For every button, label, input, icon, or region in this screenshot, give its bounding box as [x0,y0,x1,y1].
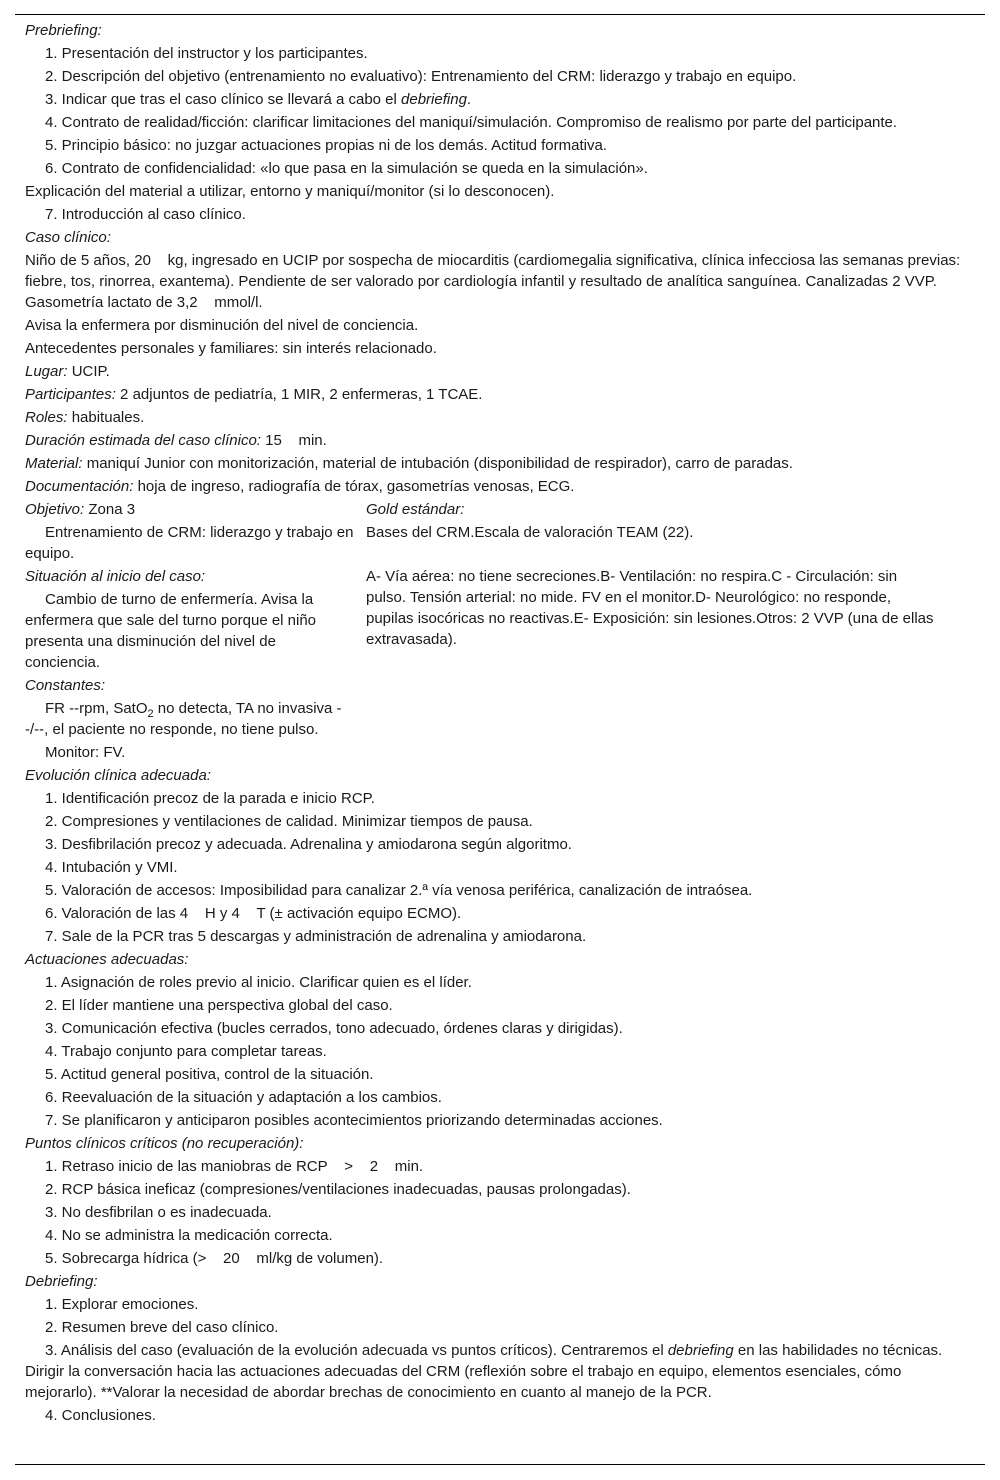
list-item: 6. Valoración de las 4 H y 4 T (± activación equipo ECMO). [45,905,462,922]
gold-heading: Gold estándar: [366,501,465,518]
list-item: 1. Retraso inicio de las maniobras de RCP > 2 min. [45,1158,424,1175]
list-item: 4. Trabajo conjunto para completar tareas. [45,1043,327,1060]
list-item: 4. Contrato de realidad/ficción: clarificar limitaciones del maniquí/simulación. Compromiso de realismo por parte del participante. [45,114,898,131]
actuaciones-heading: Actuaciones adecuadas: [25,951,189,968]
list-item: 2. Compresiones y ventilaciones de calidad. Minimizar tiempos de pausa. [45,813,533,830]
list-item: 5. Valoración de accesos: Imposibilidad para canalizar 2.ª vía venosa periférica, canalización de intraósea. [45,882,753,899]
top-rule [15,14,985,15]
situacion-text: Cambio de turno de enfermería. Avisa la enfermera que sale del turno porque el niño presenta una disminución del nivel de conciencia. [25,591,317,671]
list-item: 7. Sale de la PCR tras 5 descargas y administración de adrenalina y amiodarona. [45,928,587,945]
caso-antecedentes: Antecedentes personales y familiares: sin interés relacionado. [25,340,437,357]
list-item: 4. Intubación y VMI. [45,859,178,876]
documentacion-row: Documentación: hoja de ingreso, radiografía de tórax, gasometrías venosas, ECG. [25,478,575,495]
abcde-text: A- Vía aérea: no tiene secreciones.B- Ventilación: no respira.C - Circulación: sin pulso. Tensión arterial: no mide. FV en el monitor.D- Neurológico: no responde, pupilas isocóricas no reactivas.E- Exposición: sin lesiones.Otros: 2 VVP (una de ellas extravasada). [366,568,934,648]
list-item: 4. No se administra la medicación correcta. [45,1227,333,1244]
material-row: Material: maniquí Junior con monitorización, material de intubación (disponibilidad de respirador), carro de paradas. [25,455,793,472]
list-item: 2. Descripción del objetivo (entrenamiento no evaluativo): Entrenamiento del CRM: liderazgo y trabajo en equipo. [45,68,797,85]
material-note: Explicación del material a utilizar, entorno y maniquí/monitor (si lo desconocen). [25,183,555,200]
list-item: 1. Asignación de roles previo al inicio. Clarificar quien es el líder. [45,974,472,991]
roles-row: Roles: habituales. [25,409,145,426]
list-item: 3. Indicar que tras el caso clínico se llevará a cabo el debriefing. [45,91,472,108]
monitor-text: Monitor: FV. [45,744,126,761]
list-item: 5. Sobrecarga hídrica (> 20 ml/kg de volumen). [45,1250,384,1267]
list-item: 1. Explorar emociones. [45,1296,199,1313]
list-item: 7. Introducción al caso clínico. [45,206,246,223]
list-item: 3. Análisis del caso (evaluación de la evolución adecuada vs puntos críticos). Centraremos el debriefing en las habilidades no técnicas. Dirigir la conversación hacia las actuaciones adecuadas del CRM (reflexión sobre el trabajo en equipo, elementos esenciales, cómo mejorarlo). **Valorar la necesidad de abordar brechas de conocimiento en cuanto al manejo de la PCR. [25,1342,943,1401]
list-item: 6. Contrato de confidencialidad: «lo que pasa en la simulación se queda en la simulación». [45,160,648,177]
bottom-rule [15,1464,985,1465]
gold-text: Bases del CRM.Escala de valoración TEAM (22). [366,524,694,541]
list-item: 3. Comunicación efectiva (bucles cerrados, tono adecuado, órdenes claras y dirigidas). [45,1020,623,1037]
list-item: 7. Se planificaron y anticiparon posibles acontecimientos priorizando determinadas acciones. [45,1112,663,1129]
criticos-heading: Puntos clínicos críticos (no recuperación): [25,1135,304,1152]
list-item: 6. Reevaluación de la situación y adaptación a los cambios. [45,1089,442,1106]
list-item: 2. El líder mantiene una perspectiva global del caso. [45,997,393,1014]
list-item: 3. No desfibrilan o es inadecuada. [45,1204,272,1221]
prebriefing-heading: Prebriefing: [25,22,102,39]
caso-aviso: Avisa la enfermera por disminución del nivel de conciencia. [25,317,419,334]
objetivo-row: Objetivo: Zona 3 [25,501,136,518]
spacer [366,543,941,564]
evolucion-heading: Evolución clínica adecuada: [25,767,211,784]
list-item: 5. Actitud general positiva, control de la situación. [45,1066,374,1083]
table-content [25,18,970,1426]
list-item: 2. Resumen breve del caso clínico. [45,1319,279,1336]
debriefing-heading: Debriefing: [25,1273,98,1290]
list-item: 2. RCP básica ineficaz (compresiones/ventilaciones inadecuadas, pausas prolongadas). [45,1181,631,1198]
list-item: 4. Conclusiones. [45,1407,156,1424]
list-item: 1. Identificación precoz de la parada e inicio RCP. [45,790,375,807]
lugar-row: Lugar: UCIP. [25,363,110,380]
constantes-heading: Constantes: [25,677,106,694]
left-column [25,499,355,763]
objetivo-text: Entrenamiento de CRM: liderazgo y trabajo en equipo. [25,524,354,562]
caso-text: Niño de 5 años, 20 kg, ingresado en UCIP por sospecha de miocarditis (cardiomegalia significativa, clínica infecciosa las semanas previas: fiebre, tos, rinorrea, exantema). Pendiente de ser valorado por cardiología infantil y resultado de analítica sanguínea. Canalizadas 2 VVP. Gasometría lactato de 3,2 mmol/l. [25,252,961,311]
duracion-row: Duración estimada del caso clínico: 15 min. [25,432,327,449]
list-item: 3. Desfibrilación precoz y adecuada. Adrenalina y amiodarona según algoritmo. [45,836,572,853]
situacion-heading: Situación al inicio del caso: [25,568,206,585]
two-column-block [25,499,970,763]
list-item: 5. Principio básico: no juzgar actuaciones propias ni de los demás. Actitud formativa. [45,137,607,154]
right-column [366,499,941,763]
caso-heading: Caso clínico: [25,229,111,246]
list-item: 1. Presentación del instructor y los participantes. [45,45,368,62]
participantes-row: Participantes: 2 adjuntos de pediatría, 1 MIR, 2 enfermeras, 1 TCAE. [25,386,483,403]
constantes-text: FR --rpm, SatO$_2$ no detecta, TA no invasiva --/--, el paciente no responde, no tiene pulso. [25,700,342,738]
